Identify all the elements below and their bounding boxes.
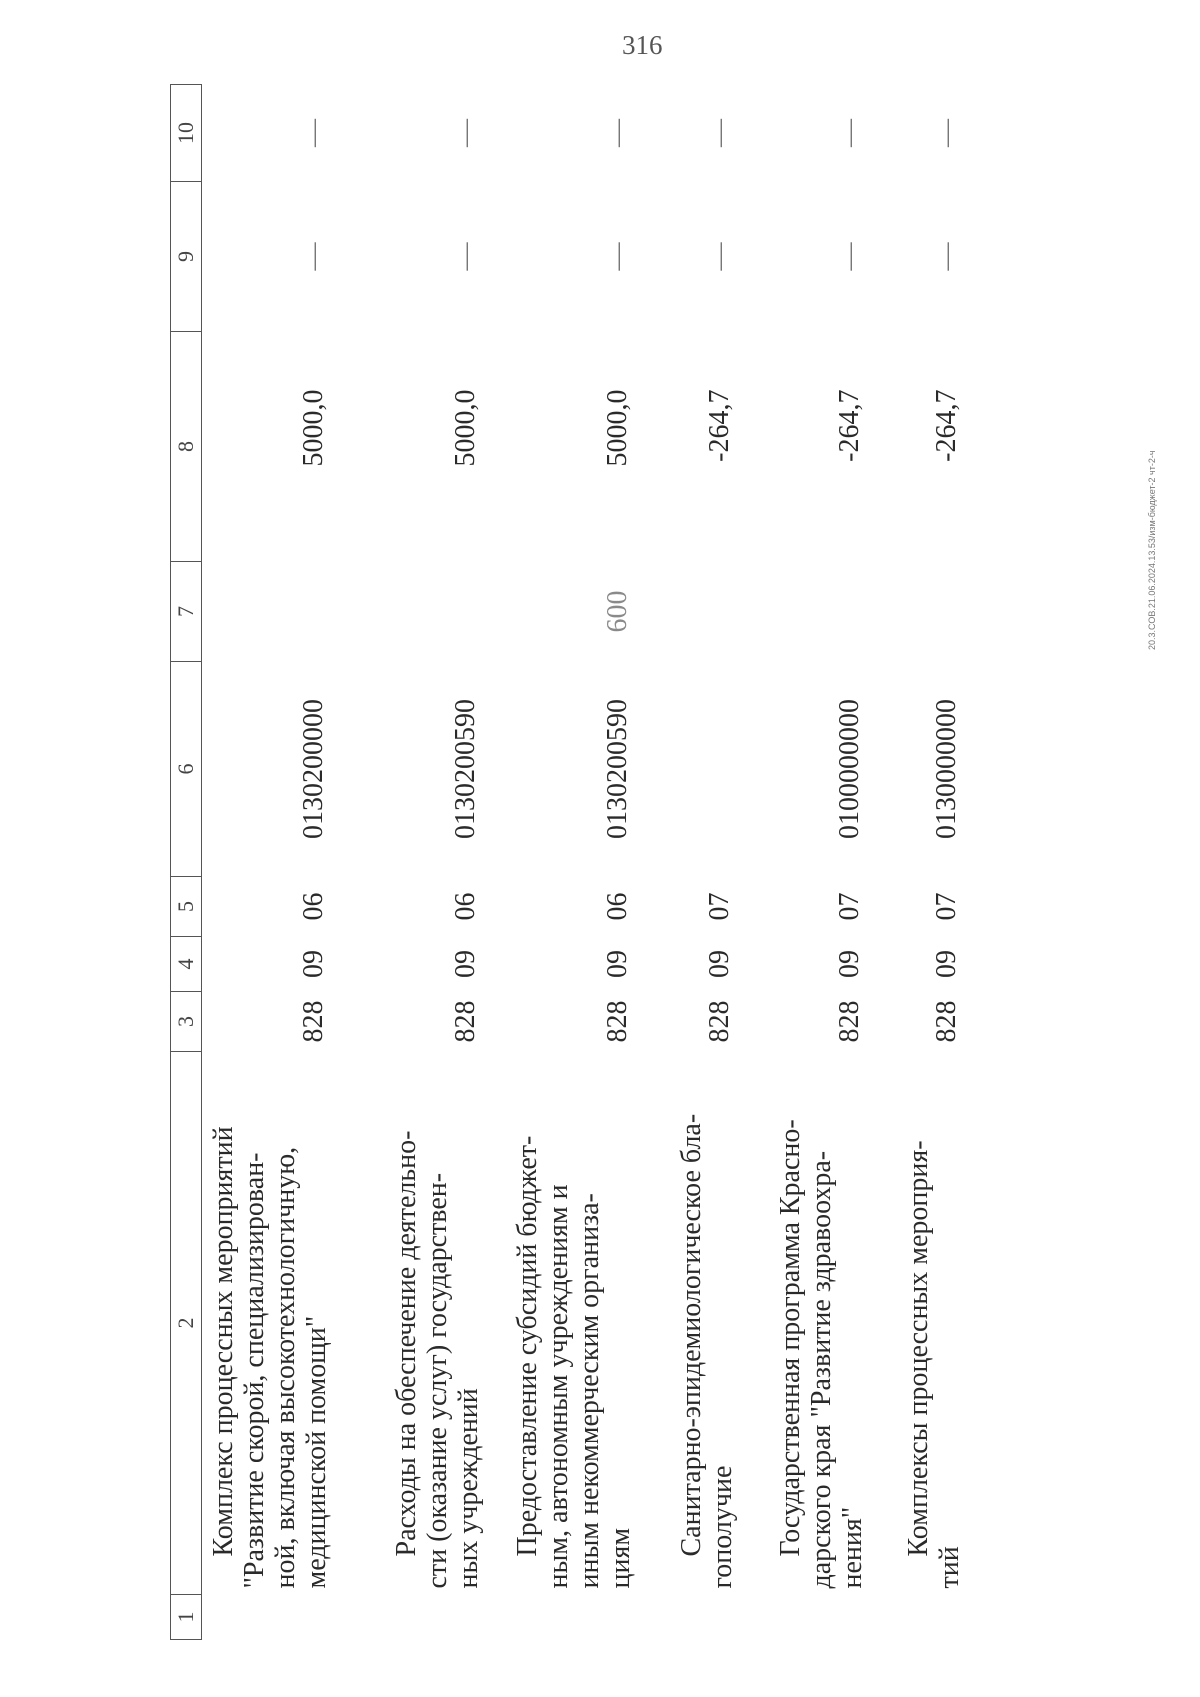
item-name-cell — [202, 1052, 333, 1595]
subsection-cell: 07 — [704, 892, 735, 921]
target-article-cell — [636, 662, 738, 877]
dash-cell: — — [602, 242, 633, 271]
code-cell: 828 — [931, 1000, 962, 1043]
table-row — [636, 85, 738, 1640]
item-name-cell — [636, 1052, 738, 1595]
table-row — [332, 85, 484, 1640]
amount-cell: -264,7 — [931, 389, 962, 462]
code-cell: 828 — [450, 1000, 481, 1043]
column-header: 2 — [171, 1052, 202, 1595]
row-number-cell — [868, 1595, 965, 1640]
row-number-cell — [332, 1595, 484, 1640]
item-name-line: Государственная программа Красно- — [775, 1119, 806, 1557]
item-name-line: дарского края "Развитие здравоохра- — [806, 1150, 837, 1589]
item-name-line: Предоставление субсидий бюджет- — [512, 1135, 543, 1557]
expense-type-cell — [738, 562, 868, 662]
table-row — [738, 85, 868, 1640]
subsection-cell: 06 — [298, 892, 329, 921]
section-cell: 09 — [834, 950, 865, 978]
dash-cell: — — [834, 119, 865, 147]
item-name-line: нения" — [837, 1506, 868, 1589]
item-name-line: "Развитие скорой, специализирован- — [239, 1152, 270, 1589]
rotated-table-wrapper — [170, 85, 990, 1640]
target-article-cell: 0100000000 — [834, 699, 865, 839]
dash-cell: — — [450, 119, 481, 147]
amount-cell: -264,7 — [704, 389, 735, 462]
item-name-cell — [484, 1052, 636, 1595]
table-row — [202, 85, 333, 1640]
item-name-line: ных учреждений — [453, 1388, 484, 1589]
dash-cell: — — [602, 119, 633, 147]
column-header: 9 — [171, 182, 202, 332]
row-number-cell — [202, 1595, 333, 1640]
item-name-cell — [738, 1052, 868, 1595]
expense-type-cell: 600 — [602, 590, 633, 633]
column-header: 1 — [171, 1595, 202, 1640]
table-header-row — [171, 85, 202, 1640]
item-name-line: гополучие — [707, 1465, 738, 1589]
item-name-line: иным некоммерческим организа- — [574, 1193, 605, 1589]
row-number-cell — [738, 1595, 868, 1640]
target-article-cell: 0130200590 — [450, 699, 481, 839]
dash-cell: — — [931, 119, 962, 147]
amount-cell: -264,7 — [834, 389, 865, 462]
amount-cell: 5000,0 — [298, 389, 329, 467]
column-header: 10 — [171, 85, 202, 182]
section-cell: 09 — [931, 950, 962, 978]
code-cell: 828 — [298, 1000, 329, 1043]
target-article-cell: 0130000000 — [931, 699, 962, 839]
dash-cell: — — [834, 242, 865, 271]
dash-cell: — — [298, 119, 329, 147]
section-cell: 09 — [602, 950, 633, 978]
column-header: 5 — [171, 877, 202, 937]
item-name-line: Расходы на обеспечение деятельно- — [391, 1130, 422, 1557]
dash-cell: — — [931, 242, 962, 271]
table-row — [484, 85, 636, 1640]
column-header: 3 — [171, 992, 202, 1052]
row-number-cell — [636, 1595, 738, 1640]
column-header: 7 — [171, 562, 202, 662]
amount-cell: 5000,0 — [602, 389, 633, 467]
column-header: 8 — [171, 332, 202, 562]
item-name-line: медицинской помощи" — [301, 1315, 332, 1589]
subsection-cell: 06 — [450, 892, 481, 921]
expense-type-cell — [636, 562, 738, 662]
subsection-cell: 06 — [602, 892, 633, 921]
section-cell: 09 — [450, 950, 481, 978]
subsection-cell: 07 — [931, 892, 962, 921]
code-cell: 828 — [834, 1000, 865, 1043]
column-header: 4 — [171, 937, 202, 992]
code-cell: 828 — [704, 1000, 735, 1043]
expense-type-cell — [332, 562, 484, 662]
dash-cell: — — [704, 242, 735, 271]
item-name-line: циям — [605, 1527, 636, 1589]
target-article-cell: 0130200000 — [298, 699, 329, 839]
target-article-cell: 0130200590 — [602, 699, 633, 839]
dash-cell: — — [704, 119, 735, 147]
footer-code-text: 20.3.СОВ.21.06.2024.13.53/изм-бюджет-2 чт-2-ч — [1147, 450, 1157, 650]
dash-cell: — — [298, 242, 329, 271]
item-name-line: тий — [934, 1546, 965, 1589]
budget-table — [170, 84, 965, 1640]
item-name-cell — [332, 1052, 484, 1595]
column-header: 6 — [171, 662, 202, 877]
section-cell: 09 — [298, 950, 329, 978]
item-name-line: Комплекс процессных мероприятий — [208, 1126, 239, 1557]
expense-type-cell — [202, 562, 333, 662]
row-number-cell — [484, 1595, 636, 1640]
dash-cell: — — [450, 242, 481, 271]
expense-type-cell — [868, 562, 965, 662]
code-cell: 828 — [602, 1000, 633, 1043]
item-name-line: ным, автономным учреждениям и — [543, 1184, 574, 1589]
item-name-line: сти (оказание услуг) государствен- — [422, 1172, 453, 1589]
item-name-cell — [868, 1052, 965, 1595]
page-number: 316 — [622, 30, 663, 60]
subsection-cell: 07 — [834, 892, 865, 921]
amount-cell: 5000,0 — [450, 389, 481, 467]
item-name-line: Комплексы процессных мероприя- — [903, 1140, 934, 1557]
section-cell: 09 — [704, 950, 735, 978]
table-row — [868, 85, 965, 1640]
item-name-line: Санитарно-эпидемиологическое бла- — [676, 1113, 707, 1557]
item-name-line: ной, включая высокотехнологичную, — [270, 1146, 301, 1589]
